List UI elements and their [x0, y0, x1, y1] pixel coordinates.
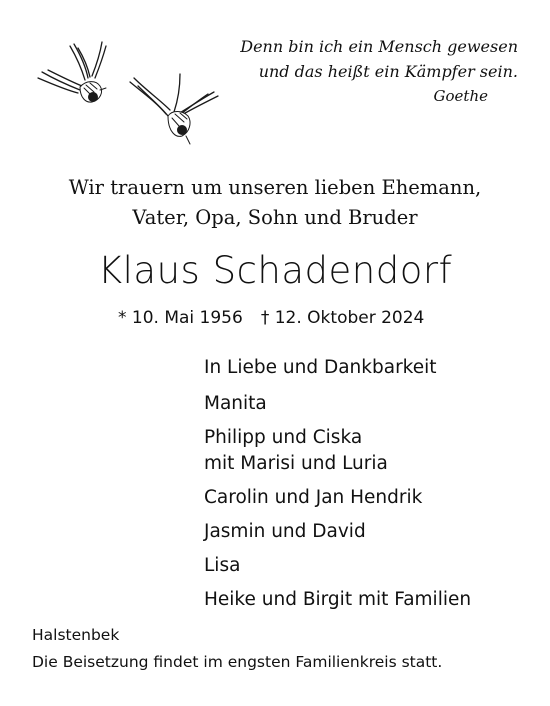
- birth-date: * 10. Mai 1956: [118, 308, 243, 328]
- family-member-name: Philipp und Ciska: [204, 427, 363, 448]
- intro-line-2: Vater, Opa, Sohn und Bruder: [132, 206, 418, 229]
- quote-line-2: und das heißt ein Kämpfer sein.: [258, 62, 518, 81]
- deceased-name: Klaus Schadendorf: [97, 249, 453, 292]
- burial-notice: Die Beisetzung findet im engsten Familienkreis statt.: [32, 653, 443, 671]
- death-date: † 12. Oktober 2024: [260, 308, 425, 328]
- family-member-name-continued: mit Marisi und Luria: [204, 453, 388, 474]
- family-member-name: Heike und Birgit mit Familien: [204, 589, 472, 610]
- quote-line-1: Denn bin ich ein Mensch gewesen: [240, 37, 518, 56]
- mourning-intro: [0, 173, 550, 233]
- family-member-name: Carolin und Jan Hendrik: [204, 487, 423, 508]
- poem-quote: [188, 34, 518, 109]
- family-member-name: Manita: [204, 393, 267, 414]
- family-member-name: Lisa: [204, 555, 241, 576]
- family-list: [204, 355, 471, 621]
- list-item: [204, 519, 471, 545]
- quote-author: Goethe: [433, 87, 488, 105]
- family-member-name: Jasmin und David: [204, 521, 366, 542]
- list-item: [204, 587, 471, 613]
- list-item: [204, 485, 471, 511]
- list-item: [204, 425, 471, 477]
- list-item: [204, 391, 471, 417]
- life-dates: [118, 306, 424, 330]
- intro-line-1: Wir trauern um unseren lieben Ehemann,: [68, 176, 482, 199]
- place-name: Halstenbek: [32, 626, 120, 644]
- list-item: [204, 553, 471, 579]
- family-lead: In Liebe und Dankbarkeit: [204, 357, 437, 378]
